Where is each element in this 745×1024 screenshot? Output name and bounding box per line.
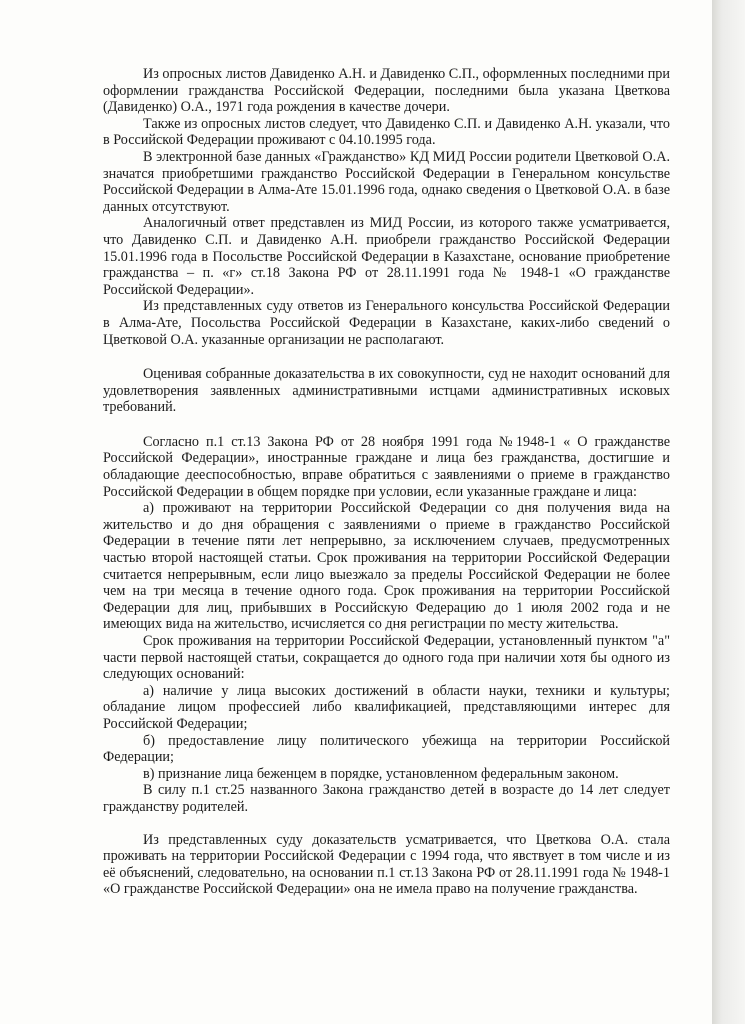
paragraph-ground-a: а) наличие у лица высоких достижений в области науки, техники и культуры; обладание лицом профессией либо квалификацией, представляющими интерес для Российской Федерации;	[103, 682, 670, 732]
paragraph-children-citizenship: В силу п.1 ст.25 названного Закона гражданство детей в возрасте до 14 лет следует гражданству родителей.	[103, 782, 670, 815]
paragraph-law-article-13: Согласно п.1 ст.13 Закона РФ от 28 ноября 1991 года №1948-1 « О гражданстве Российской Федерации», иностранные граждане и лица без гражданства, достигшие и обладающие дееспособностью, вправе обратиться с заявлениями о приеме в гражданство Российской Федерации в общем порядке при условии, если указанные граждане и лица:	[103, 433, 670, 500]
document-body	[103, 66, 670, 898]
paragraph-court-assessment: Оценивая собранные доказательства в их совокупности, суд не находит оснований для удовлетворения заявленных административными истцами административных исковых требований.	[103, 366, 670, 416]
paragraph-residence-date: Также из опросных листов следует, что Давиденко С.П. и Давиденко А.Н. указали, что в Российской Федерации проживают с 04.10.1995 года.	[103, 115, 670, 149]
paragraph-clause-a-residence: а) проживают на территории Российской Федерации со дня получения вида на жительство и до дня обращения с заявлениями о приеме в гражданство Российской Федерации в течение пяти лет непрерывно, за исключением случаев, предусмотренных частью второй настоящей статьи. Срок проживания на территории Российской Федерации считается непрерывным, если лицо выезжало за пределы Российской Федерации не более чем на три месяца в течение одного года. Срок проживания на территории Российской Федерации для лиц, прибывших в Российскую Федерацию до 1 июля 2002 года и не имеющих вида на жительство, исчисляется со дня регистрации по месту жительства.	[103, 500, 670, 633]
paragraph-consulate-responses: Из представленных суду ответов из Генерального консульства Российской Федерации в Алма-Ате, Посольства Российской Федерации в Казахстане, каких-либо сведений о Цветковой О.А. указанные организации не располагают.	[103, 298, 670, 348]
paragraph-ground-c: в) признание лица беженцем в порядке, установленном федеральным законом.	[143, 765, 619, 782]
paragraph-citizenship-database: В электронной базе данных «Гражданство» КД МИД России родители Цветковой О.А. значатся приобретшими гражданство Российской Федерации в Генеральном консульстве Российской Федерации в Алма-Ате 15.01.1996 года, однако сведения о Цветковой О.А. в базе данных отсутствуют.	[103, 148, 670, 215]
paragraph-reduced-term: Срок проживания на территории Российской Федерации, установленный пунктом "а" части первой настоящей статьи, сокращается до одного года при наличии хотя бы одного из следующих оснований:	[103, 633, 670, 683]
paragraph-questionnaire-daughter: Из опросных листов Давиденко А.Н. и Давиденко С.П., оформленных последними при оформлении гражданства Российской Федерации, последними была указана Цветкова (Давиденко) О.А., 1971 года рождения в качестве дочери.	[103, 66, 670, 116]
paragraph-ground-b: б) предоставление лицу политического убежища на территории Российской Федерации;	[103, 732, 670, 766]
page-edge-shadow	[712, 0, 745, 1024]
paragraph-conclusion: Из представленных суду доказательств усматривается, что Цветкова О.А. стала проживать на территории Российской Федерации с 1994 года, что явствует в том числе и из её объяснений, следовательно, на основании п.1 ст.13 Закона РФ от 28.11.1991 года № 1948-1 «О гражданстве Российской Федерации» она не имела право на получение гражданства.	[103, 831, 670, 898]
paragraph-mfa-response: Аналогичный ответ представлен из МИД России, из которого также усматривается, что Давиденко С.П. и Давиденко А.Н. приобрели гражданство Российской Федерации 15.01.1996 года в Посольстве Российской Федерации в Казахстане, основание приобретение гражданства – п. «г» ст.18 Закона РФ от 28.11.1991 года № 1948-1 «О гражданстве Российской Федерации».	[103, 215, 670, 298]
